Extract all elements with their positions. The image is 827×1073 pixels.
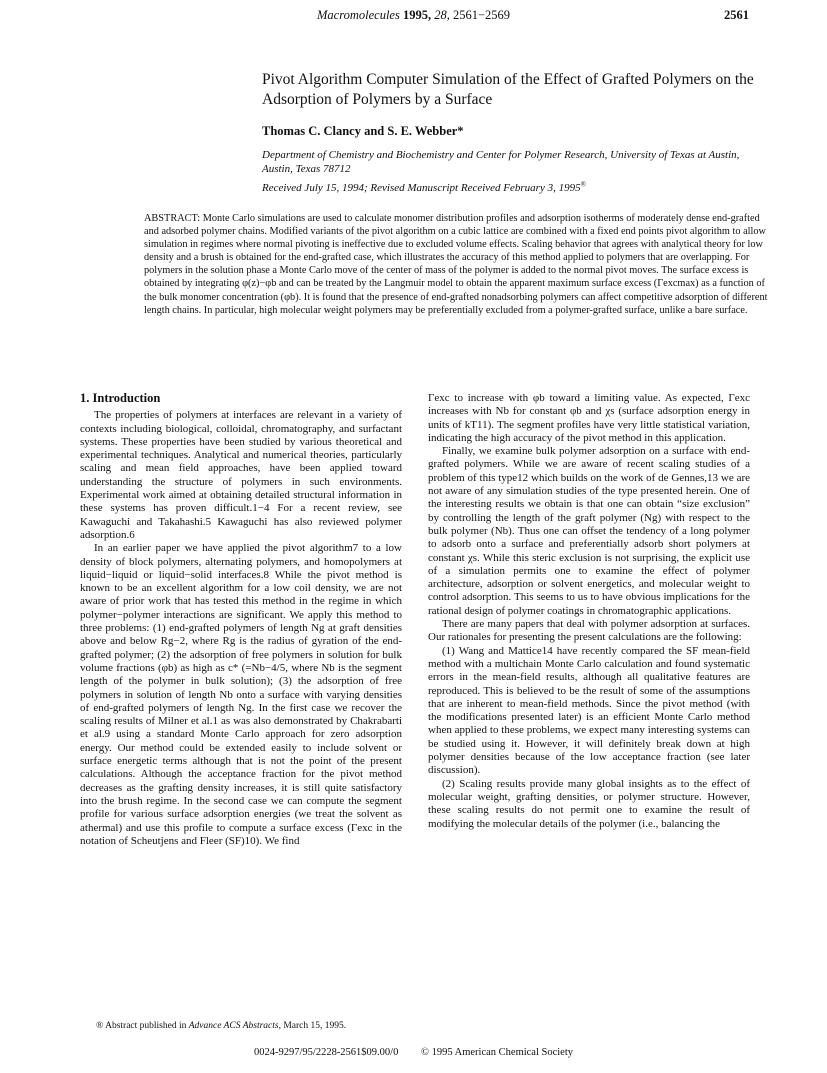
paragraph: (2) Scaling results provide many global insights as to the effect of molecular weight, grafting densities, or polymer structure. However, these scaling results do not permit one to examine the result of modifying the molecular details of the polymer (i.e., balancing the (428, 777, 750, 830)
journal-pages: 2561−2569 (452, 8, 511, 22)
abstract-text: Monte Carlo simulations are used to calculate monomer distribution profiles and adsorption isotherms of moderately dense end-grafted and adsorbed polymer chains. Modified variants of the pivot algorithm on a cubic lattice are combined with a fixed end points pivot algorithm to allow simulation in regimes where normal pivoting is ineffective due to excluded volume effects. Scaling behavior that agrees with analytical theory for low density and a brush is obtained for the end-grafted case, which illustrates the accuracy of this method applied to polymers that are overlapping. For polymers in the solution phase a Monte Carlo move of the center of mass of the polymer is added to the normal pivot moves. The surface excess is obtained by integrating φ(z)−φb and can be treated by the Langmuir model to obtain the apparent maximum surface excess (Γexcmax) as a function of the bulk monomer concentration (φb). It is found that the presence of end-grafted nonadsorbing polymers can affect competitive adsorption of different length chains. In particular, high molecular weight polymers may be preferentially excluded from a polymer-grafted surface, unlike a bare surface. (144, 213, 768, 316)
paragraph: There are many papers that deal with polymer adsorption at surfaces. Our rationales for presenting the present calculations are the following: (428, 618, 750, 644)
paragraph: The properties of polymers at interfaces are relevant in a variety of contexts including biological, colloidal, chromatography, and surfactant systems. These properties have been studied by various theoretical and experimental techniques. Analytical and numerical theories, particularly scaling and mean field approaches, have been applied toward understanding the structure of polymers in such environments. Experimental work aimed at obtaining detailed structural information in these systems has proven difficult.1−4 For a recent review, see Kawaguchi and Takahashi.5 Kawaguchi has also reviewed polymer adsorption.6 (80, 409, 402, 541)
right-column (428, 392, 750, 831)
footnote-date: March 15, 1995. (283, 1021, 347, 1031)
section-title-introduction: 1. Introduction (80, 391, 161, 405)
paragraph: In an earlier paper we have applied the pivot algorithm7 to a low density of block polymers, alternating polymers, and homopolymers at liquid−liquid or liquid−solid interfaces.8 While the pivot method is known to be an excellent algorithm for a low coil density, we are not aware of prior work that has tested this method in the regime in which polymer−polymer interactions are significant. We apply this method to three problems: (1) end-grafted polymers of length Ng at graft densities above and below Rg−2, where Rg is the radius of gyration of the end-grafted polymer; (2) the adsorption of free polymers in solution for bulk volume fractions (φb) as high as c* (=Nb−4/5, where Nb is the segment length of the polymer in bulk solution); (3) the adsorption of free polymers in solution of length Nb onto a surface with varying densities of end-grafted polymers of length Ng. In the first case we recover the scaling results of Milner et al.1 as was also demonstrated by Chakrabarti et al.9 using a standard Monte Carlo approach for zero adsorption energy. Our method could be extended easily to include solvent or surface energetic terms although that is not the point of the present calculations. Although the acceptance fraction for the pivot method decreases as the grafting density increases, it is still quite satisfactory into the brush regime. In the second case we can compute the segment profile for various surface adsorption energies (we treat the solvent as athermal) and use this profile to compute a surface excess (Γexc in the notation of Scheutjens and Fleer (SF)10). We find (80, 542, 402, 847)
journal-name: Macromolecules (316, 8, 400, 22)
left-column (80, 392, 402, 848)
running-header (0, 4, 827, 28)
paragraph: (1) Wang and Mattice14 have recently compared the SF mean-field method with a multichain Monte Carlo calculation and found systematic errors in the mean-field results, although all qualitative features are reproduced. This is believed to be the result of some of the assumptions that are inherent to mean-field methods. Since the pivot method (with the modifications presented later) is an efficient Monte Carlo method when applied to these problems, we expect many interesting systems can be studied using it. However, it will definitely break down at high polymer densities because of the low acceptance fraction (see later discussion). (428, 644, 750, 777)
author-affiliation: Department of Chemistry and Biochemistry and Center for Polymer Research, University of Texas at Austin, Austin, Texas 78712 (262, 149, 740, 175)
received-text: Received July 15, 1994; Revised Manuscript Received February 3, 1995 (262, 182, 581, 194)
footnote-source: Advance ACS Abstracts, (188, 1021, 281, 1031)
page-number: 2561 (724, 8, 749, 22)
abstract (144, 212, 770, 317)
received-footnote-mark: ® (580, 180, 586, 189)
journal-year: 1995, (402, 8, 432, 22)
paper-authors: Thomas C. Clancy and S. E. Webber* (262, 124, 464, 138)
paper-title: Pivot Algorithm Computer Simulation of the Effect of Grafted Polymers on the Adsorption of Polymers by a Surface (262, 71, 754, 108)
received-dates (262, 182, 586, 194)
paragraph: Finally, we examine bulk polymer adsorption on a surface with end-grafted polymers. While we are aware of recent scaling studies of a problem of this type12 which builds on the work of de Gennes,13 we are not aware of any simulation studies of the type presented herein. One of the interesting results we obtain is that one can obtain “size exclusion” by controlling the length of the graft polymer (Ng) with respect to the bulk polymer (Nb). Thus one can offset the tendency of a long polymer to adsorb onto a surface and preferentially adsorb short polymers at constant χs. While this steric exclusion is not surprising, the explicit use of a simulation permits one to examine the effect of polymer architecture, adsorption or solvent energetics, and molecular weight to control adsorption. This seems to us to have obvious implications for the rational design of polymer coatings in chromatographic applications. (428, 445, 750, 617)
journal-citation (0, 8, 827, 23)
footnote-mark: ® (96, 1021, 104, 1031)
journal-volume: 28, (434, 8, 450, 22)
footer-copyright: © 1995 American Chemical Society (420, 1047, 574, 1058)
footer-code: 0024-9297/95/2228-2561$09.00/0 (253, 1047, 399, 1058)
paragraph: Γexc to increase with φb toward a limiting value. As expected, Γexc increases with Nb for constant φb and χs (surface adsorption energy in units of kT11). The segment profiles have very little statistical variation, indicating the high accuracy of the pivot method in this application. (428, 392, 750, 444)
page-footer (0, 1047, 827, 1058)
abstract-label: ABSTRACT: (144, 213, 201, 224)
footnote-text: Abstract published in (105, 1021, 187, 1031)
footnote (96, 1021, 402, 1031)
